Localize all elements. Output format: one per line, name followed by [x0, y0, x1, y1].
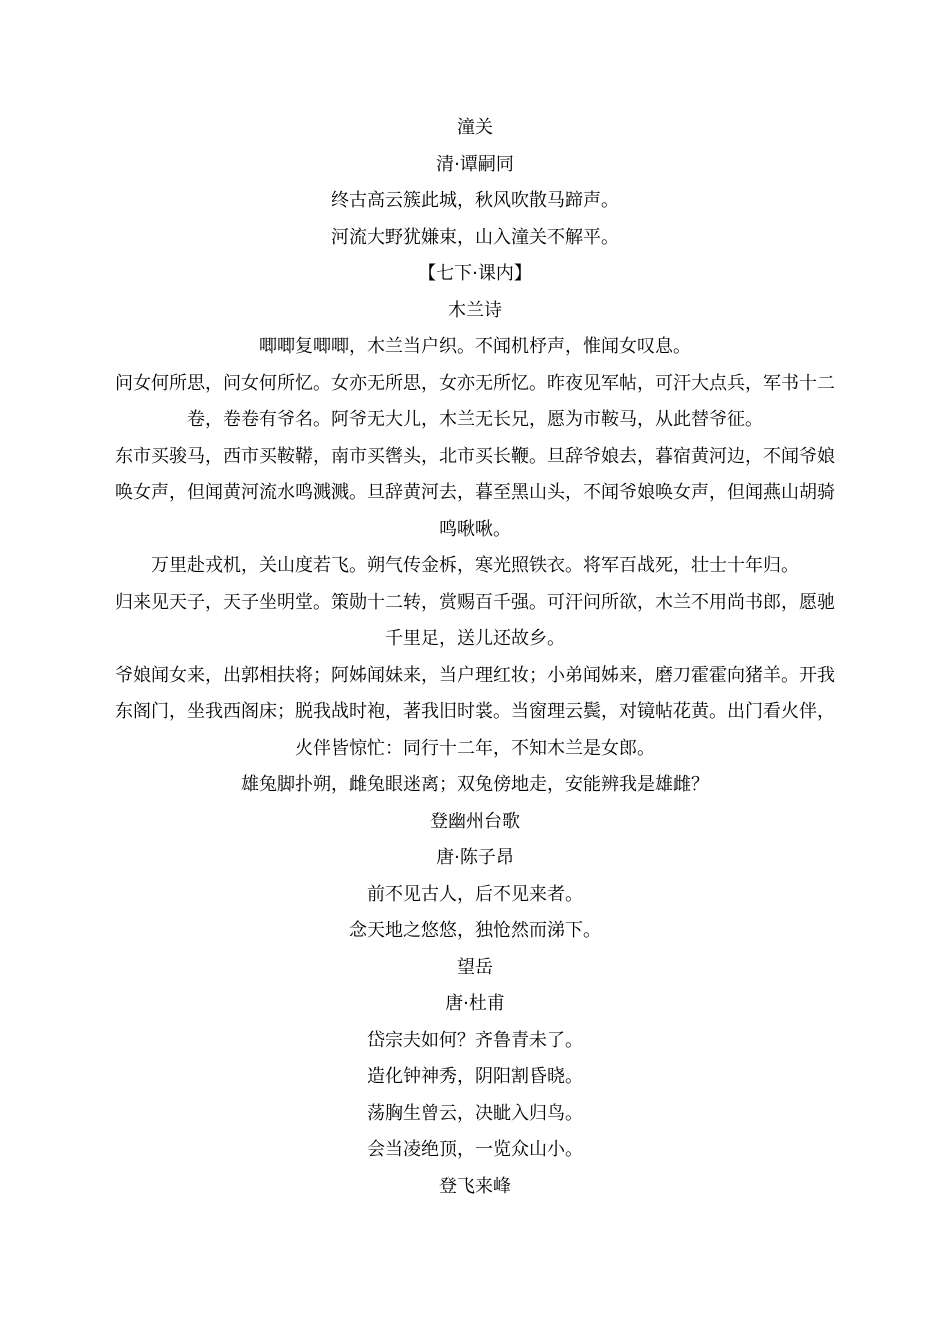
- paragraph-line: 东市买骏马，西市买鞍鞯，南市买辔头，北市买长鞭。旦辞爷娘去，暮宿黄河边，不闻爷娘: [115, 445, 835, 467]
- paragraph-line: 归来见天子，天子坐明堂。策勋十二转，赏赐百千强。可汗问所欲，木兰不用尚书郎，愿驰: [115, 591, 835, 613]
- poem-title: 潼关: [457, 117, 493, 138]
- verse-line: 荡胸生曾云，决眦入归鸟。: [367, 1102, 583, 1124]
- poem-author: 唐·杜甫: [445, 993, 505, 1014]
- verse-line: 唧唧复唧唧，木兰当户织。不闻机杼声，惟闻女叹息。: [259, 336, 691, 357]
- poem-title: 木兰诗: [448, 299, 502, 321]
- verse-line: 会当凌绝顶，一览众山小。: [367, 1139, 583, 1160]
- verse-line: 万里赴戎机，关山度若飞。朔气传金柝，寒光照铁衣。将军百战死，壮士十年归。: [151, 555, 799, 576]
- prose-paragraph: [92, 658, 858, 768]
- section-heading: 【七下·课内】: [418, 263, 532, 284]
- verse-line: 造化钟神秀，阴阳割昏晓。: [367, 1066, 583, 1087]
- poem-author: 唐·陈子昂: [436, 847, 514, 868]
- paragraph-line: 千里足，送儿还故乡。: [385, 628, 565, 649]
- paragraph-line: 鸣啾啾。: [439, 518, 511, 540]
- prose-paragraph: [92, 366, 858, 439]
- poem-title: 望岳: [457, 956, 493, 978]
- verse-line: 岱宗夫如何？齐鲁青未了。: [367, 1029, 583, 1051]
- poem-title: 登幽州台歌: [430, 810, 520, 832]
- poem-content: [92, 110, 858, 1205]
- verse-line: 前不见古人，后不见来者。: [367, 883, 583, 905]
- verse-line: 终古高云簇此城，秋风吹散马蹄声。: [331, 190, 619, 211]
- paragraph-line: 唤女声，但闻黄河流水鸣溅溅。旦辞黄河去，暮至黑山头，不闻爷娘唤女声，但闻燕山胡骑: [115, 482, 835, 503]
- poem-author: 清·谭嗣同: [436, 153, 514, 175]
- verse-line: 河流大野犹嫌束，山入潼关不解平。: [331, 226, 619, 248]
- verse-line: 雄兔脚扑朔，雌兔眼迷离；双兔傍地走，安能辨我是雄雌？: [241, 774, 709, 795]
- paragraph-line: 东阁门，坐我西阁床；脱我战时袍，著我旧时裳。当窗理云鬓，对镜帖花黄。出门看火伴，: [115, 701, 835, 722]
- prose-paragraph: [92, 439, 858, 549]
- paragraph-line: 卷，卷卷有爷名。阿爷无大儿，木兰无长兄，愿为市鞍马，从此替爷征。: [187, 409, 763, 430]
- paragraph-line: 爷娘闻女来，出郭相扶将；阿姊闻妹来，当户理红妆；小弟闻姊来，磨刀霍霍向猪羊。开我: [115, 664, 835, 686]
- paragraph-line: 火伴皆惊忙：同行十二年，不知木兰是女郎。: [295, 737, 655, 759]
- verse-line: 念天地之悠悠，独怆然而涕下。: [349, 920, 601, 941]
- paragraph-line: 问女何所思，问女何所忆。女亦无所思，女亦无所忆。昨夜见军帖，可汗大点兵，军书十二: [115, 372, 835, 394]
- prose-paragraph: [92, 585, 858, 658]
- poem-title: 登飞来峰: [439, 1175, 511, 1197]
